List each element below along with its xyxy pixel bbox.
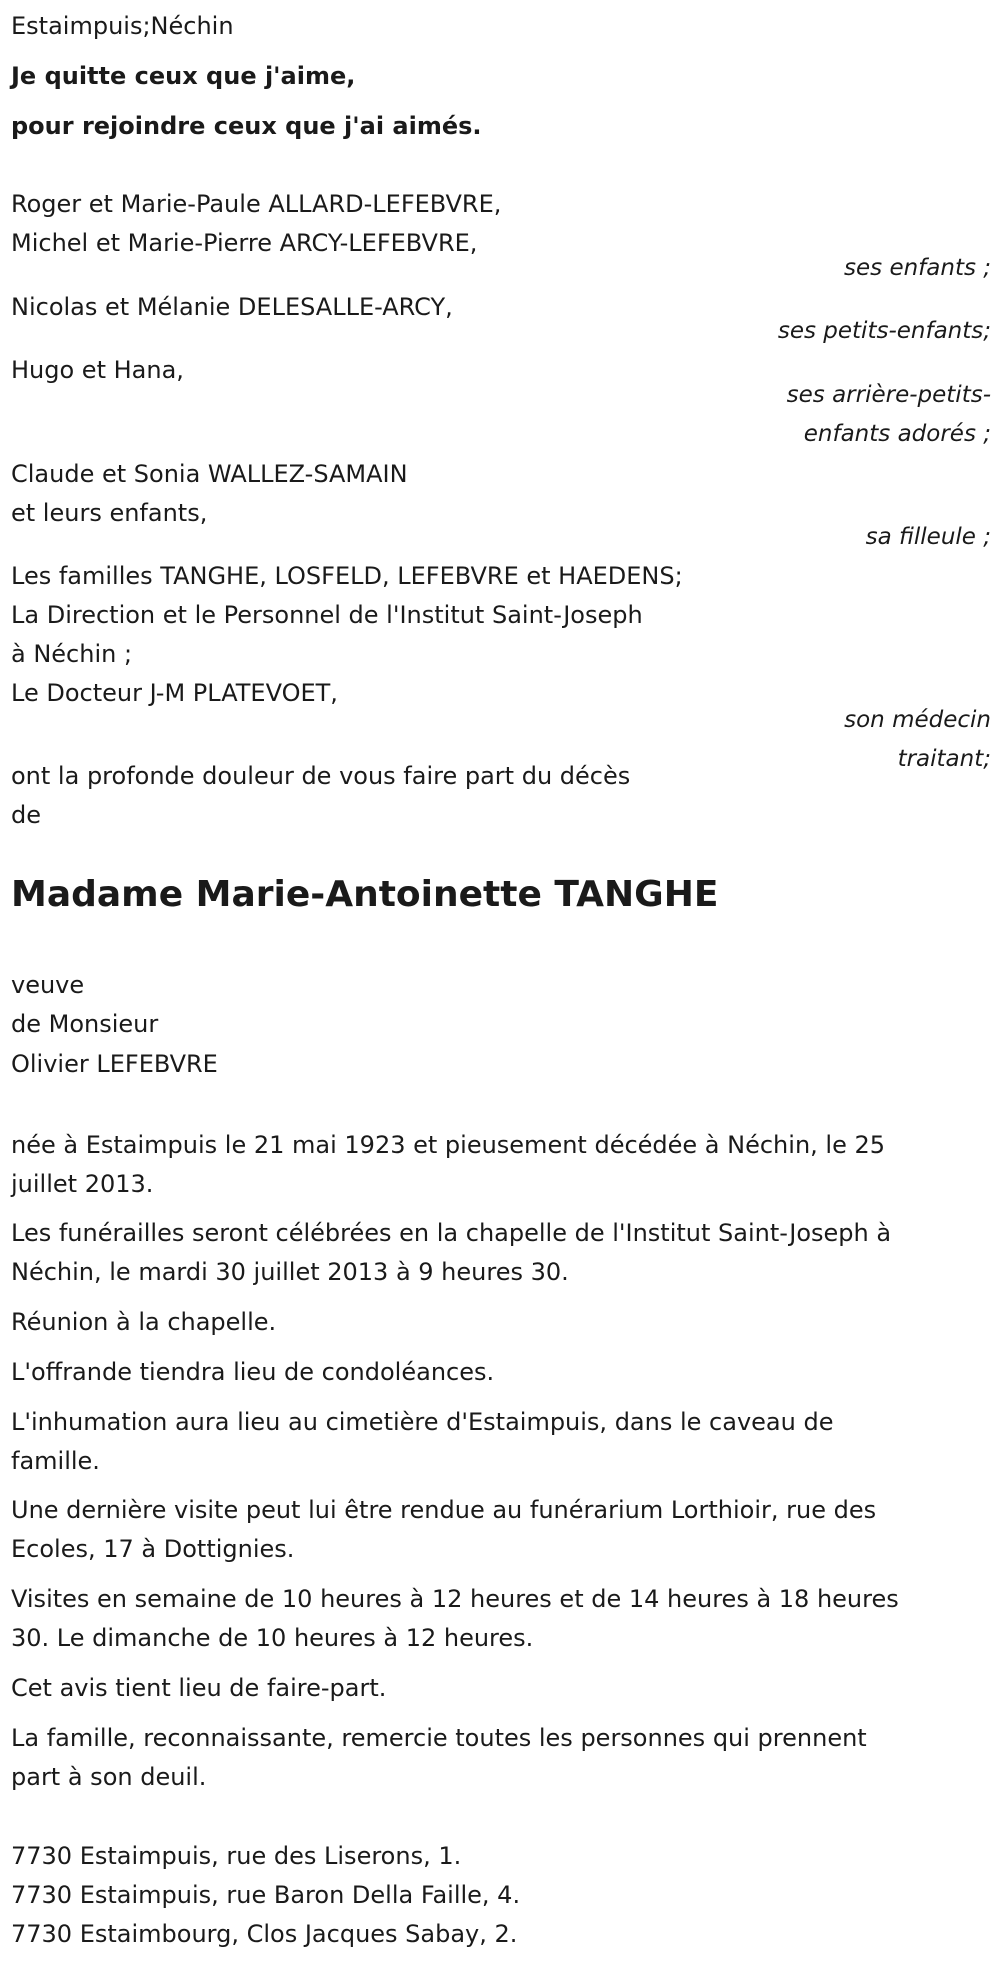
detail-line: La famille, reconnaissante, remercie toutes les personnes qui prennent bbox=[11, 1724, 867, 1752]
other-family-line: Le Docteur J-M PLATEVOET, bbox=[11, 679, 338, 707]
children-role: ses enfants ; bbox=[844, 255, 991, 281]
widow-line: de Monsieur bbox=[11, 1010, 159, 1038]
address-line: 7730 Estaimpuis, rue Baron Della Faille, 4. bbox=[11, 1881, 521, 1909]
deceased-name: Madame Marie-Antoinette TANGHE bbox=[11, 874, 719, 915]
goddaughter-line: Claude et Sonia WALLEZ-SAMAIN bbox=[11, 460, 408, 488]
other-family-line: Les familles TANGHE, LOSFELD, LEFEBVRE et HAEDENS; bbox=[11, 562, 683, 590]
detail-line: Les funérailles seront célébrées en la chapelle de l'Institut Saint-Joseph à bbox=[11, 1219, 892, 1247]
detail-line: part à son deuil. bbox=[11, 1763, 207, 1791]
detail-line: juillet 2013. bbox=[11, 1170, 154, 1198]
children-line: Roger et Marie-Paule ALLARD-LEFEBVRE, bbox=[11, 190, 502, 218]
detail-line: L'inhumation aura lieu au cimetière d'Estaimpuis, dans le caveau de bbox=[11, 1408, 834, 1436]
detail-line: née à Estaimpuis le 21 mai 1923 et pieusement décédée à Néchin, le 25 bbox=[11, 1131, 886, 1159]
address-line: 7730 Estaimbourg, Clos Jacques Sabay, 2. bbox=[11, 1920, 518, 1948]
location-header: Estaimpuis;Néchin bbox=[11, 12, 234, 40]
detail-line: famille. bbox=[11, 1447, 100, 1475]
children-line: Michel et Marie-Pierre ARCY-LEFEBVRE, bbox=[11, 229, 478, 257]
grandchildren-line: Nicolas et Mélanie DELESALLE-ARCY, bbox=[11, 293, 453, 321]
widow-line: veuve bbox=[11, 971, 85, 999]
detail-line: Néchin, le mardi 30 juillet 2013 à 9 heures 30. bbox=[11, 1258, 569, 1286]
quote-line: Je quitte ceux que j'aime, bbox=[11, 62, 356, 90]
detail-line: Cet avis tient lieu de faire-part. bbox=[11, 1674, 387, 1702]
doctor-role: son médecin bbox=[844, 707, 991, 733]
widow-line: Olivier LEFEBVRE bbox=[11, 1050, 218, 1078]
great-grandchildren-role: ses arrière-petits- bbox=[786, 382, 991, 408]
detail-line: Ecoles, 17 à Dottignies. bbox=[11, 1535, 295, 1563]
detail-line: 30. Le dimanche de 10 heures à 12 heures. bbox=[11, 1624, 534, 1652]
doctor-role: traitant; bbox=[897, 746, 991, 772]
goddaughter-line: et leurs enfants, bbox=[11, 499, 208, 527]
great-grandchildren-line: Hugo et Hana, bbox=[11, 356, 184, 384]
other-family-line: à Néchin ; bbox=[11, 640, 133, 668]
goddaughter-role: sa filleule ; bbox=[865, 524, 991, 550]
quote-line: pour rejoindre ceux que j'ai aimés. bbox=[11, 112, 482, 140]
detail-line: Une dernière visite peut lui être rendue au funérarium Lorthioir, rue des bbox=[11, 1496, 877, 1524]
announcement-line: ont la profonde douleur de vous faire part du décès bbox=[11, 762, 631, 790]
address-line: 7730 Estaimpuis, rue des Liserons, 1. bbox=[11, 1842, 462, 1870]
announcement-line: de bbox=[11, 801, 41, 829]
other-family-line: La Direction et le Personnel de l'Institut Saint-Joseph bbox=[11, 601, 643, 629]
detail-line: Visites en semaine de 10 heures à 12 heures et de 14 heures à 18 heures bbox=[11, 1585, 899, 1613]
detail-line: Réunion à la chapelle. bbox=[11, 1308, 277, 1336]
great-grandchildren-role: enfants adorés ; bbox=[803, 421, 991, 447]
detail-line: L'offrande tiendra lieu de condoléances. bbox=[11, 1358, 495, 1386]
grandchildren-role: ses petits-enfants; bbox=[777, 318, 991, 344]
